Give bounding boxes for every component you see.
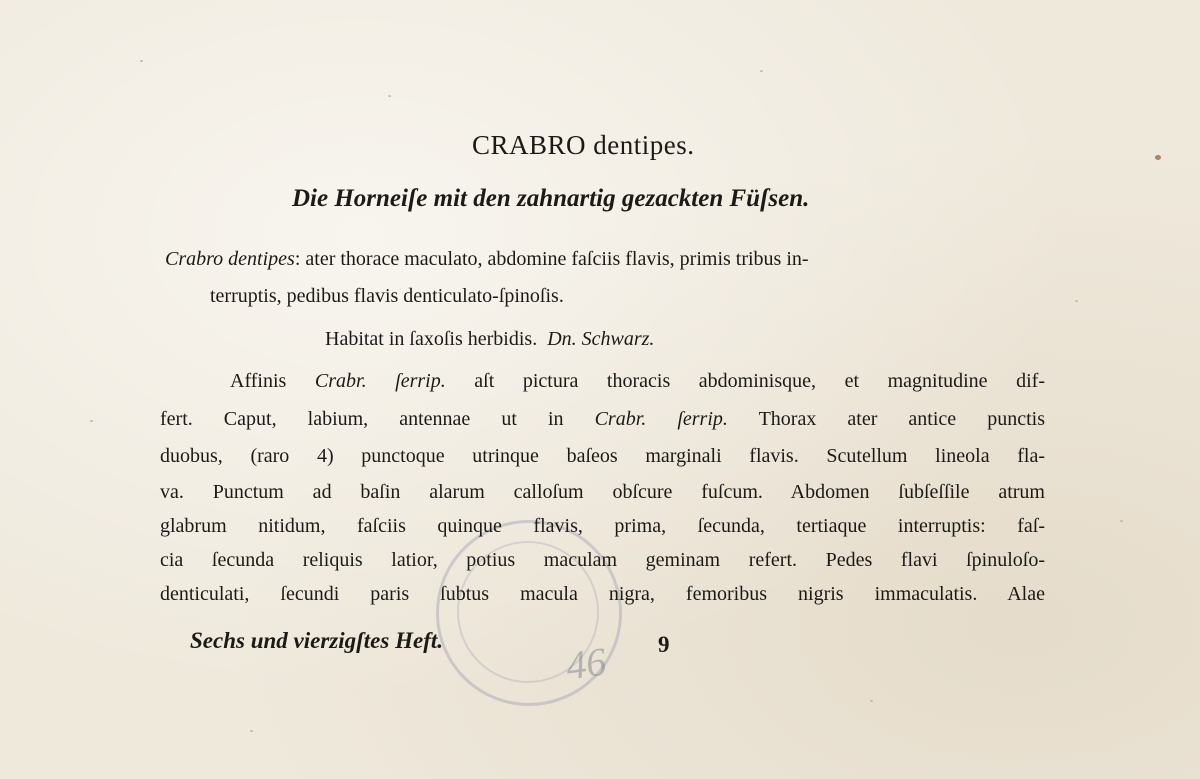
paper-speck [140, 60, 143, 62]
pencil-mark: 46 [563, 638, 609, 689]
paper-speck [760, 70, 763, 72]
page-number: 9 [658, 632, 670, 657]
collector-name: Dn. Schwarz. [547, 328, 655, 350]
diagnosis-line-1 [165, 248, 1045, 271]
body-line: cia ſecunda reliquis latior, potius maculam geminam refert. Pedes flavi ſpinuloſo- [160, 549, 1045, 571]
page-subtitle: Die Horneiſe mit den zahnartig gezackten Füſsen. [292, 185, 810, 212]
page-title: CRABRO dentipes. [472, 130, 695, 160]
paper-speck [250, 730, 253, 732]
species-name: Crabro dentipes [165, 248, 295, 270]
body-text: Affinis [230, 370, 315, 392]
habitat-text: Habitat in ſaxoſis herbidis. [325, 328, 538, 350]
diagnosis-text: : ater thorace maculato, abdomine faſciis flavis, primis tribus in- [294, 248, 809, 270]
body-line: va. Punctum ad baſin alarum calloſum obſcure fuſcum. Abdomen ſubſeſſile atrum [160, 481, 1045, 503]
body-line: duobus, (raro 4) punctoque utrinque baſeos marginali flavis. Scutellum lineola fla- [160, 445, 1045, 467]
body-text: Thorax ater antice punctis [727, 408, 1045, 430]
body-line: denticulati, ſecundi paris ſubtus macula nigra, femoribus nigris immaculatis. Alae [160, 583, 1045, 605]
paper-speck [1155, 155, 1161, 160]
body-text: aſt pictura thoracis abdominisque, et magnitudine dif- [445, 370, 1046, 392]
body-line [230, 370, 1045, 393]
body-line: glabrum nitidum, faſciis quinque flavis, prima, ſecunda, tertiaque interruptis: faſ- [160, 515, 1045, 537]
diagnosis-line-2: terruptis, pedibus flavis denticulato-ſpinoſis. [210, 285, 564, 307]
paper-speck [388, 95, 391, 97]
species-reference: Crabr. ſerrip. [314, 370, 446, 392]
paper-speck [1075, 300, 1078, 302]
body-line [160, 408, 1045, 431]
signature-mark: Sechs und vierzigſtes Heft. [190, 628, 443, 653]
paper-speck [1120, 520, 1123, 522]
species-reference: Crabr. ſerrip. [594, 408, 728, 430]
body-text: fert. Caput, labium, antennae ut in [160, 408, 595, 430]
paper-speck [870, 700, 873, 702]
habitat-line [325, 328, 654, 351]
paper-speck [90, 420, 93, 422]
